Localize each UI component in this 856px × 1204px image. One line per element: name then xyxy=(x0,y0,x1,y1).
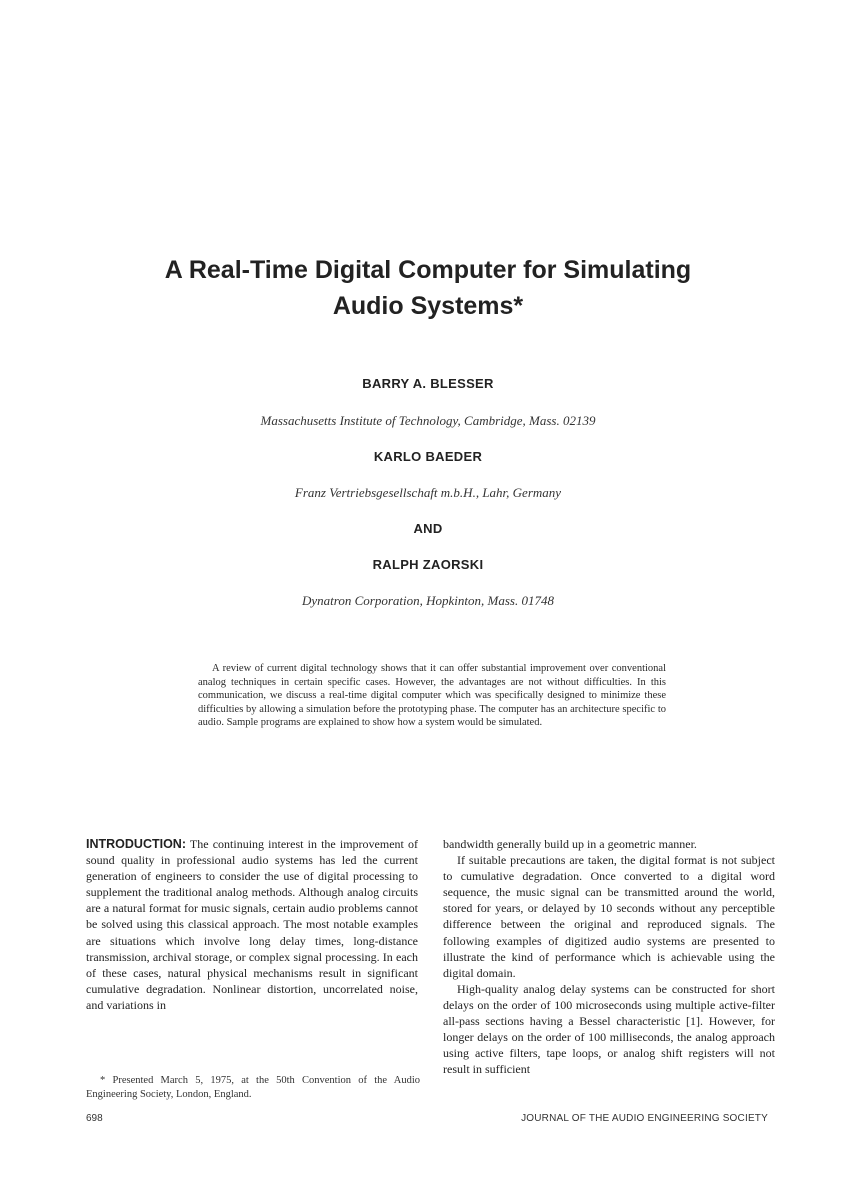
journal-name: JOURNAL OF THE AUDIO ENGINEERING SOCIETY xyxy=(521,1113,768,1124)
title-line-1: A Real-Time Digital Computer for Simulating xyxy=(164,256,692,284)
author-2-name: KARLO BAEDER xyxy=(373,449,483,464)
right-paragraph-1: bandwidth generally build up in a geometric manner. xyxy=(443,837,697,851)
footnote: * Presented March 5, 1975, at the 50th Convention of the Audio Engineering Society, London, England. xyxy=(86,1075,420,1100)
author-1-name: BARRY A. BLESSER xyxy=(362,376,494,391)
author-3-affiliation: Dynatron Corporation, Hopkinton, Mass. 01748 xyxy=(302,593,554,608)
author-2-affiliation: Franz Vertriebsgesellschaft m.b.H., Lahr, Germany xyxy=(294,485,562,500)
page-number: 698 xyxy=(86,1113,103,1124)
paper-title xyxy=(90,252,766,324)
title-line-2: Audio Systems* xyxy=(332,292,524,320)
body-column-left xyxy=(86,836,418,1013)
author-1-affiliation: Massachusetts Institute of Technology, Cambridge, Mass. 02139 xyxy=(260,413,596,428)
and-separator: AND xyxy=(413,521,443,536)
author-3-name: RALPH ZAORSKI xyxy=(372,557,484,572)
intro-paragraph xyxy=(86,836,418,1013)
intro-heading: INTRODUCTION: xyxy=(86,837,186,851)
body-column-right xyxy=(443,836,775,1077)
right-paragraph-3: High-quality analog delay systems can be constructed for short delays on the order of 100 microseconds using multiple active-filter all-pass sections having a Bessel characteristic [1]. However, for longer delays on the order of 100 milliseconds, the analog approach using active filters, tape loops, or analog shift registers will not result in sufficient xyxy=(443,981,775,1077)
intro-text: The continuing interest in the improvement of sound quality in professional audio systems has led the current generation of engineers to consider the use of digital processing to supplement the traditional analog methods. Although analog circuits are a natural format for music signals, certain audio problems cannot be solved using this classical approach. The most notable examples are situations which involve long delay times, long-distance transmission, archival storage, or complex signal processing. In each of these cases, natural physical mechanisms result in significant cumulative degradation. Nonlinear distortion, uncorrelated noise, and variations in xyxy=(86,837,418,1012)
abstract: A review of current digital technology shows that it can offer substantial improvement over conventional analog techniques in certain specific cases. However, the advantages are not without difficulties. In this communication, we discuss a real-time digital computer which was specifically designed to minimize these difficulties by allowing a simulation before the prototyping phase. The computer has an architecture specific to audio. Sample programs are explained to show how a system would be simulated. xyxy=(198,663,666,729)
right-paragraph-2: If suitable precautions are taken, the digital format is not subject to cumulative degradation. Once converted to a digital word sequence, the music signal can be transmitted around the world, stored for years, or delayed by 10 seconds without any perceptible difference between the original and reproduced signals. The following examples of digitized audio systems are presented to illustrate the kind of performance which is achievable using the digital domain. xyxy=(443,853,775,980)
